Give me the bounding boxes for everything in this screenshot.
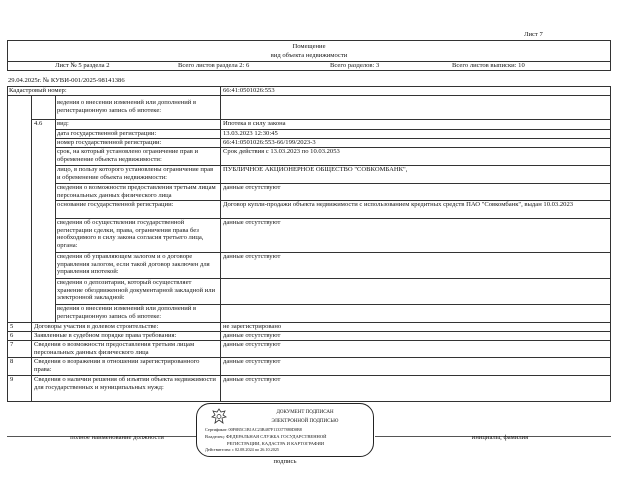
e-signature-stamp (196, 403, 374, 457)
row-value: ПУБЛИЧНОЕ АКЦИОНЕРНОЕ ОБЩЕСТВО "СОВКОМБАНК", (223, 166, 408, 173)
sheets-total: Всего листов выписки: 10 (452, 62, 525, 69)
row-number: 5 (10, 323, 14, 330)
object-title: Помещение (292, 43, 326, 50)
row-label: дата государственной регистрации: (57, 130, 157, 137)
stamp-owner-2: РЕГИСТРАЦИИ, КАДАСТРА И КАРТОГРАФИИ (227, 441, 325, 446)
row-label: номер государственной регистрации: (57, 139, 162, 146)
row-value: данные отсутствуют (223, 253, 281, 260)
row-value: данные отсутствуют (223, 341, 281, 348)
document-number: 29.04.2025г. № КУВИ-001/2025-98141386 (8, 77, 125, 84)
row-value: 66:41:0501026:553-66/199/2023-3 (223, 139, 316, 146)
row-label: Сведения о наличии решения об изъятии объекта недвижимости для государственных и муниципальных нужд: (34, 376, 216, 391)
row-value: данные отсутствуют (223, 358, 281, 365)
object-subtitle: вид объекта недвижимости (270, 52, 348, 59)
stamp-owner: Владелец: ФЕДЕРАЛЬНАЯ СЛУЖБА ГОСУДАРСТВЕННОЙ (205, 434, 327, 439)
name-label: инициалы, фамилия (471, 434, 529, 441)
row-value: Ипотека в силу закона (223, 120, 286, 127)
row-value: Срок действия с 13.03.2023 по 10.03.2053 (223, 148, 340, 155)
row-label: срок, на который установлено ограничение прав и обременение объекта недвижимости: (57, 148, 199, 163)
stamp-title: ДОКУМЕНТ ПОДПИСАН (276, 410, 334, 415)
sections-total: Всего разделов: 3 (330, 62, 380, 69)
stamp-certificate: Сертификат: 00F0B5C1B1AC23B487F113377880D0B8 (205, 427, 302, 432)
sheets-in-section: Всего листов раздела 2: 6 (178, 62, 250, 69)
row-label: основание государственной регистрации: (57, 201, 174, 208)
signature-label: подпись (273, 458, 297, 465)
row-value: Договор купли-продажи объекта недвижимости с использованием кредитных средств ПАО "Совкомбанк", выдан 10.03.2023 (223, 201, 574, 208)
row-label: ведения о внесении изменений или дополнений в регистрационную запись об ипотеке: (57, 305, 197, 320)
section-number: 4.6 (34, 120, 43, 127)
row-value: данные отсутствуют (223, 184, 281, 191)
row-label: сведения об осуществлении государственной регистрации сделки, права, ограничения права без необходимого в силу закона согласия третьего лица, органа: (57, 219, 204, 249)
top-row-label: ведения о внесении изменений или дополнений в регистрационную запись об ипотеке: (57, 99, 197, 114)
stamp-valid: Действителен: с 02.08.2024 по 26.10.2025 (205, 447, 280, 452)
stamp-subtitle: ЭЛЕКТРОННОЙ ПОДПИСЬЮ (271, 419, 339, 424)
row-label: лицо, в пользу которого установлены ограничение прав и обременение объекта недвижимости: (57, 166, 214, 181)
row-number: 9 (10, 376, 14, 383)
sheet-label: Лист 7 (524, 31, 543, 38)
row-label: сведения о депозитарии, который осуществляет хранение обездвиженной документарной закладной или электронной закладной: (57, 279, 216, 302)
emblem-icon (211, 408, 227, 426)
row-number: 8 (10, 358, 14, 365)
row-value: 13.03.2023 12:30:45 (223, 130, 278, 137)
row-value: данные отсутствуют (223, 376, 281, 383)
cadastral-label: Кадастровый номер: (9, 87, 67, 94)
row-number: 7 (10, 341, 14, 348)
row-value: данные отсутствуют (223, 219, 281, 226)
row-number: 6 (10, 332, 14, 339)
row-label: Сведения о возражении в отношении зарегистрированного права: (34, 358, 200, 373)
row-label: вид: (57, 120, 69, 127)
row-label: сведения о возможности предоставления третьим лицам персональных данных физического лица (57, 184, 216, 199)
sheet-number: Лист № 5 раздела 2 (55, 62, 110, 69)
row-value: данные отсутствуют (223, 332, 281, 339)
row-label: сведения об управляющем залогом и о договоре управления залогом, если такой договор заключен для управления ипотекой: (57, 253, 210, 276)
cadastral-value: 66:41:0501026:553 (223, 87, 275, 94)
row-value: не зарегистрировано (223, 323, 282, 330)
position-label: полное наименование должности (70, 434, 164, 441)
row-label: Договоры участия в долевом строительстве: (34, 323, 159, 330)
row-label: Сведения о возможности предоставления третьим лицам персональных данных физического лица (34, 341, 195, 356)
row-label: Заявленные в судебном порядке права требования: (34, 332, 177, 339)
